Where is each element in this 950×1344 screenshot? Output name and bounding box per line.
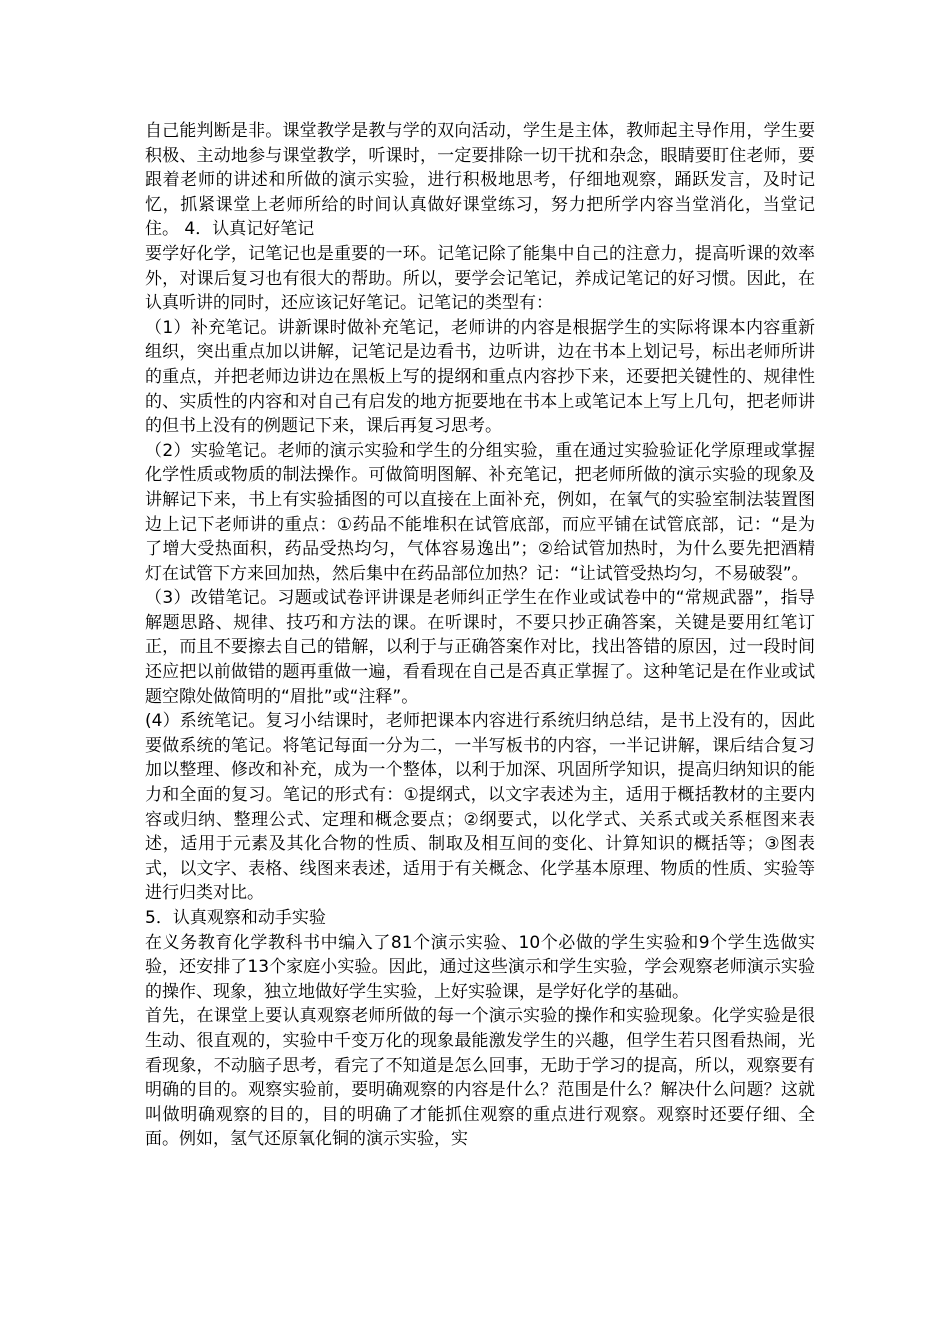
paragraph-experiments-count: 在义务教育化学教科书中编入了81个演示实验、10个必做的学生实验和9个学生选做实验，还安排了13个家庭小实验。因此，通过这些演示和学生实验，学会观察老师演示实验的操作、现象，独立地做好学生实验，上好实验课，是学好化学的基础。: [145, 932, 815, 1002]
paragraph-supplementary-notes: （1）补充笔记。讲新课时做补充笔记，老师讲的内容是根据学生的实际将课本内容重新组织，突出重点加以讲解，记笔记是边看书，边听讲，边在书本上划记号，标出老师所讲的重点，并把老师边讲边在黑板上写的提纲和重点内容抄下来，还要把关键性的、规律性的、实质性的内容和对自己有启发的地方扼要地在书本上或笔记本上写上几句，把老师讲的但书上没有的例题记下来，课后再复习思考。: [145, 317, 815, 437]
paragraph-notes-intro: 要学好化学，记笔记也是重要的一环。记笔记除了能集中自己的注意力，提高听课的效率外，对课后复习也有很大的帮助。所以，要学会记笔记，养成记笔记的好习惯。因此，在认真听讲的同时，还应该记好笔记。记笔记的类型有：: [145, 243, 815, 314]
section-heading-observation: 5．认真观察和动手实验: [145, 908, 326, 928]
paragraph-observation-first: 首先，在课堂上要认真观察老师所做的每一个演示实验的操作和实验现象。化学实验是很生动、很直观的，实验中千变万化的现象最能激发学生的兴趣，但学生若只图看热闹，光看现象，不动脑子思考，看完了不知道是怎么回事，无助于学习的提高，所以，观察要有明确的目的。观察实验前，要明确观察的内容是什么？范围是什么？解决什么问题？这就叫做明确观察的目的，目的明确了才能抓住观察的重点进行观察。观察时还要仔细、全面。例如，氢气还原氧化铜的演示实验，实: [145, 1006, 815, 1150]
paragraph-experiment-notes: （2）实验笔记。老师的演示实验和学生的分组实验，重在通过实验验证化学原理或掌握化学性质或物质的制法操作。可做简明图解、补充笔记，把老师所做的演示实验的现象及讲解记下来，书上有实验插图的可以直接在上面补充，例如，在氧气的实验室制法装置图边上记下老师讲的重点：①药品不能堆积在试管底部，而应平铺在试管底部，记：“是为了增大受热面积，药品受热均匀，气体容易逸出”；②给试管加热时，为什么要先把酒精灯在试管下方来回加热，然后集中在药品部位加热？记：“让试管受热均匀，不易破裂”。: [145, 440, 815, 584]
paragraph-correction-notes: （3）改错笔记。习题或试卷评讲课是老师纠正学生在作业或试卷中的“常规武器”，指导解题思路、规律、技巧和方法的课。在听课时，不要只抄正确答案，关键是要用红笔订正，而且不要擦去自己的错解，以利于与正确答案作对比，找出答错的原因，过一段时间还应把以前做错的题再重做一遍，看看现在自己是否真正掌握了。这种笔记是在作业或试题空隙处做简明的“眉批”或“注释”。: [145, 588, 815, 707]
document-body: [145, 119, 815, 1152]
paragraph-system-notes: (4）系统笔记。复习小结课时，老师把课本内容进行系统归纳总结，是书上没有的，因此要做系统的笔记。将笔记每面一分为二，一半写板书的内容，一半记讲解，课后结合复习加以整理、修改和补充，成为一个整体，以利于加深、巩固所学知识，提高归纳知识的能力和全面的复习。笔记的形式有：①提纲式，以文字表述为主，适用于概括教材的主要内容或归纳、整理公式、定理和概念要点；②纲要式，以化学式、关系式或关系框图来表述，适用于元素及其化合物的性质、制取及相互间的变化、计算知识的概括等；③图表式，以文字、表格、线图来表述，适用于有关概念、化学基本原理、物质的性质、实验等进行归类对比。: [145, 711, 815, 904]
paragraph-listening: 自己能判断是非。课堂教学是教与学的双向活动，学生是主体，教师起主导作用，学生要积极、主动地参与课堂教学，听课时，一定要排除一切干扰和杂念，眼睛要盯住老师，要跟着老师的讲述和所做的演示实验，进行积极地思考，仔细地观察，踊跃发言，及时记忆，抓紧课堂上老师所给的时间认真做好课堂练习，努力把所学内容当堂消化，当堂记住。 4．认真记好笔记: [145, 121, 815, 240]
